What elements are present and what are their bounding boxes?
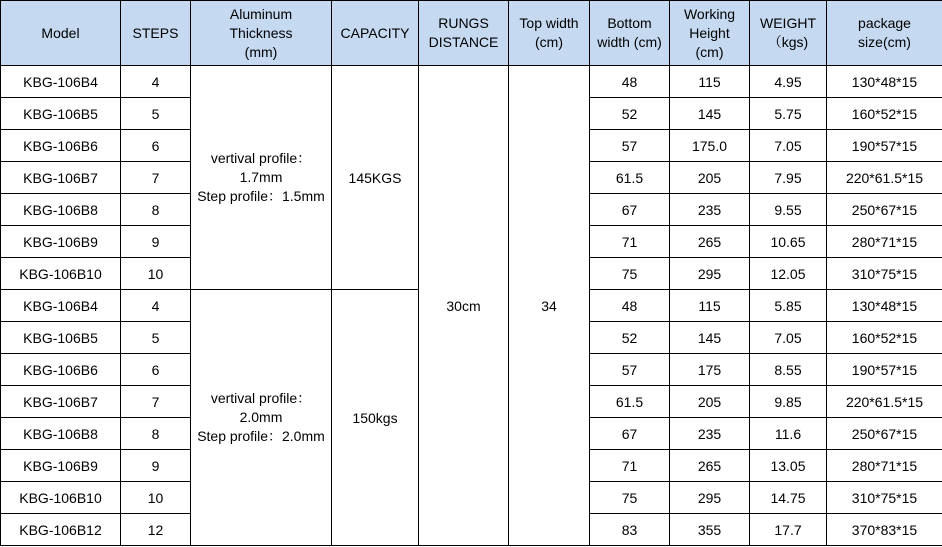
header-steps [121,1,191,66]
package-size-cell: 130*48*15 [827,290,942,322]
package-size-cell: 160*52*15 [827,98,942,130]
working-height-cell: 235 [670,194,750,226]
package-size-cell: 220*61.5*15 [827,386,942,418]
steps-cell: 8 [121,194,191,226]
working-height-cell: 205 [670,386,750,418]
bottom-width-cell: 75 [590,258,670,290]
model-cell: KBG-106B9 [1,450,121,482]
header-capacity-label: CAPACITY [340,24,410,41]
bottom-width-cell: 71 [590,450,670,482]
working-height-cell: 145 [670,98,750,130]
bottom-width-cell: 75 [590,482,670,514]
header-working-height-label: Working Height (cm) [683,5,736,60]
weight-cell: 5.85 [750,290,827,322]
package-size-cell: 250*67*15 [827,194,942,226]
model-cell: KBG-106B8 [1,418,121,450]
working-height-cell: 355 [670,514,750,546]
working-height-cell: 145 [670,322,750,354]
bottom-width-cell: 57 [590,130,670,162]
steps-cell: 4 [121,66,191,98]
package-size-cell: 370*83*15 [827,514,942,546]
working-height-cell: 265 [670,226,750,258]
header-package-size [827,1,942,66]
weight-cell: 17.7 [750,514,827,546]
working-height-cell: 175.0 [670,130,750,162]
header-rungs-distance-label: RUNGS DISTANCE [428,15,499,50]
header-capacity [332,1,419,66]
bottom-width-cell: 61.5 [590,386,670,418]
table-row [1,66,942,98]
model-cell: KBG-106B7 [1,162,121,194]
package-size-cell: 280*71*15 [827,450,942,482]
bottom-width-cell: 61.5 [590,162,670,194]
steps-cell: 9 [121,226,191,258]
steps-cell: 6 [121,130,191,162]
steps-cell: 7 [121,386,191,418]
thickness-cell [191,66,332,290]
capacity-cell: 150kgs [332,290,419,546]
bottom-width-cell: 71 [590,226,670,258]
capacity-cell: 145KGS [332,66,419,290]
model-cell: KBG-106B4 [1,290,121,322]
package-size-cell: 190*57*15 [827,354,942,386]
working-height-cell: 235 [670,418,750,450]
bottom-width-cell: 48 [590,66,670,98]
steps-cell: 6 [121,354,191,386]
thickness-cell [191,290,332,546]
header-row [1,1,942,66]
weight-cell: 4.95 [750,66,827,98]
model-cell: KBG-106B9 [1,226,121,258]
bottom-width-cell: 52 [590,98,670,130]
weight-cell: 5.75 [750,98,827,130]
package-size-cell: 130*48*15 [827,66,942,98]
header-thickness-label: Aluminum Thickness (mm) [229,5,293,60]
working-height-cell: 115 [670,66,750,98]
weight-cell: 9.85 [750,386,827,418]
weight-cell: 12.05 [750,258,827,290]
package-size-cell: 250*67*15 [827,418,942,450]
package-size-cell: 310*75*15 [827,258,942,290]
thickness-text: vertival profile： 2.0mm Step profile：2.0mm [197,390,325,444]
header-bottom-width-label: Bottom width (cm) [597,15,662,50]
steps-cell: 7 [121,162,191,194]
working-height-cell: 265 [670,450,750,482]
working-height-cell: 295 [670,258,750,290]
working-height-cell: 295 [670,482,750,514]
package-size-cell: 280*71*15 [827,226,942,258]
working-height-cell: 205 [670,162,750,194]
bottom-width-cell: 67 [590,418,670,450]
model-cell: KBG-106B7 [1,386,121,418]
rungs-distance-cell: 30cm [419,66,509,546]
working-height-cell: 175 [670,354,750,386]
header-rungs-distance [419,1,509,66]
weight-cell: 11.6 [750,418,827,450]
steps-cell: 5 [121,98,191,130]
top-width-cell: 34 [509,66,590,546]
steps-cell: 8 [121,418,191,450]
steps-cell: 4 [121,290,191,322]
bottom-width-cell: 48 [590,290,670,322]
steps-cell: 12 [121,514,191,546]
header-top-width-label: Top width (cm) [519,15,579,50]
bottom-width-cell: 67 [590,194,670,226]
weight-cell: 13.05 [750,450,827,482]
model-cell: KBG-106B5 [1,322,121,354]
header-working-height [670,1,750,66]
bottom-width-cell: 52 [590,322,670,354]
weight-cell: 9.55 [750,194,827,226]
steps-cell: 10 [121,482,191,514]
bottom-width-cell: 57 [590,354,670,386]
model-cell: KBG-106B8 [1,194,121,226]
header-top-width [509,1,590,66]
thickness-text: vertival profile： 1.7mm Step profile：1.5mm [197,150,325,204]
bottom-width-cell: 83 [590,514,670,546]
header-thickness [191,1,332,66]
weight-cell: 8.55 [750,354,827,386]
working-height-cell: 115 [670,290,750,322]
model-cell: KBG-106B12 [1,514,121,546]
header-package-size-label: package size(cm) [858,15,911,50]
package-size-cell: 310*75*15 [827,482,942,514]
package-size-cell: 220*61.5*15 [827,162,942,194]
steps-cell: 9 [121,450,191,482]
header-weight [750,1,827,66]
package-size-cell: 190*57*15 [827,130,942,162]
model-cell: KBG-106B5 [1,98,121,130]
weight-cell: 14.75 [750,482,827,514]
model-cell: KBG-106B6 [1,130,121,162]
steps-cell: 5 [121,322,191,354]
weight-cell: 7.05 [750,322,827,354]
weight-cell: 7.05 [750,130,827,162]
package-size-cell: 160*52*15 [827,322,942,354]
header-weight-label: WEIGHT （kgs) [760,15,816,50]
table-body [1,66,942,546]
header-bottom-width [590,1,670,66]
header-steps-label: STEPS [132,24,179,41]
header-model [1,1,121,66]
weight-cell: 10.65 [750,226,827,258]
model-cell: KBG-106B6 [1,354,121,386]
model-cell: KBG-106B10 [1,258,121,290]
weight-cell: 7.95 [750,162,827,194]
header-model-label: Model [41,24,80,41]
model-cell: KBG-106B10 [1,482,121,514]
model-cell: KBG-106B4 [1,66,121,98]
steps-cell: 10 [121,258,191,290]
